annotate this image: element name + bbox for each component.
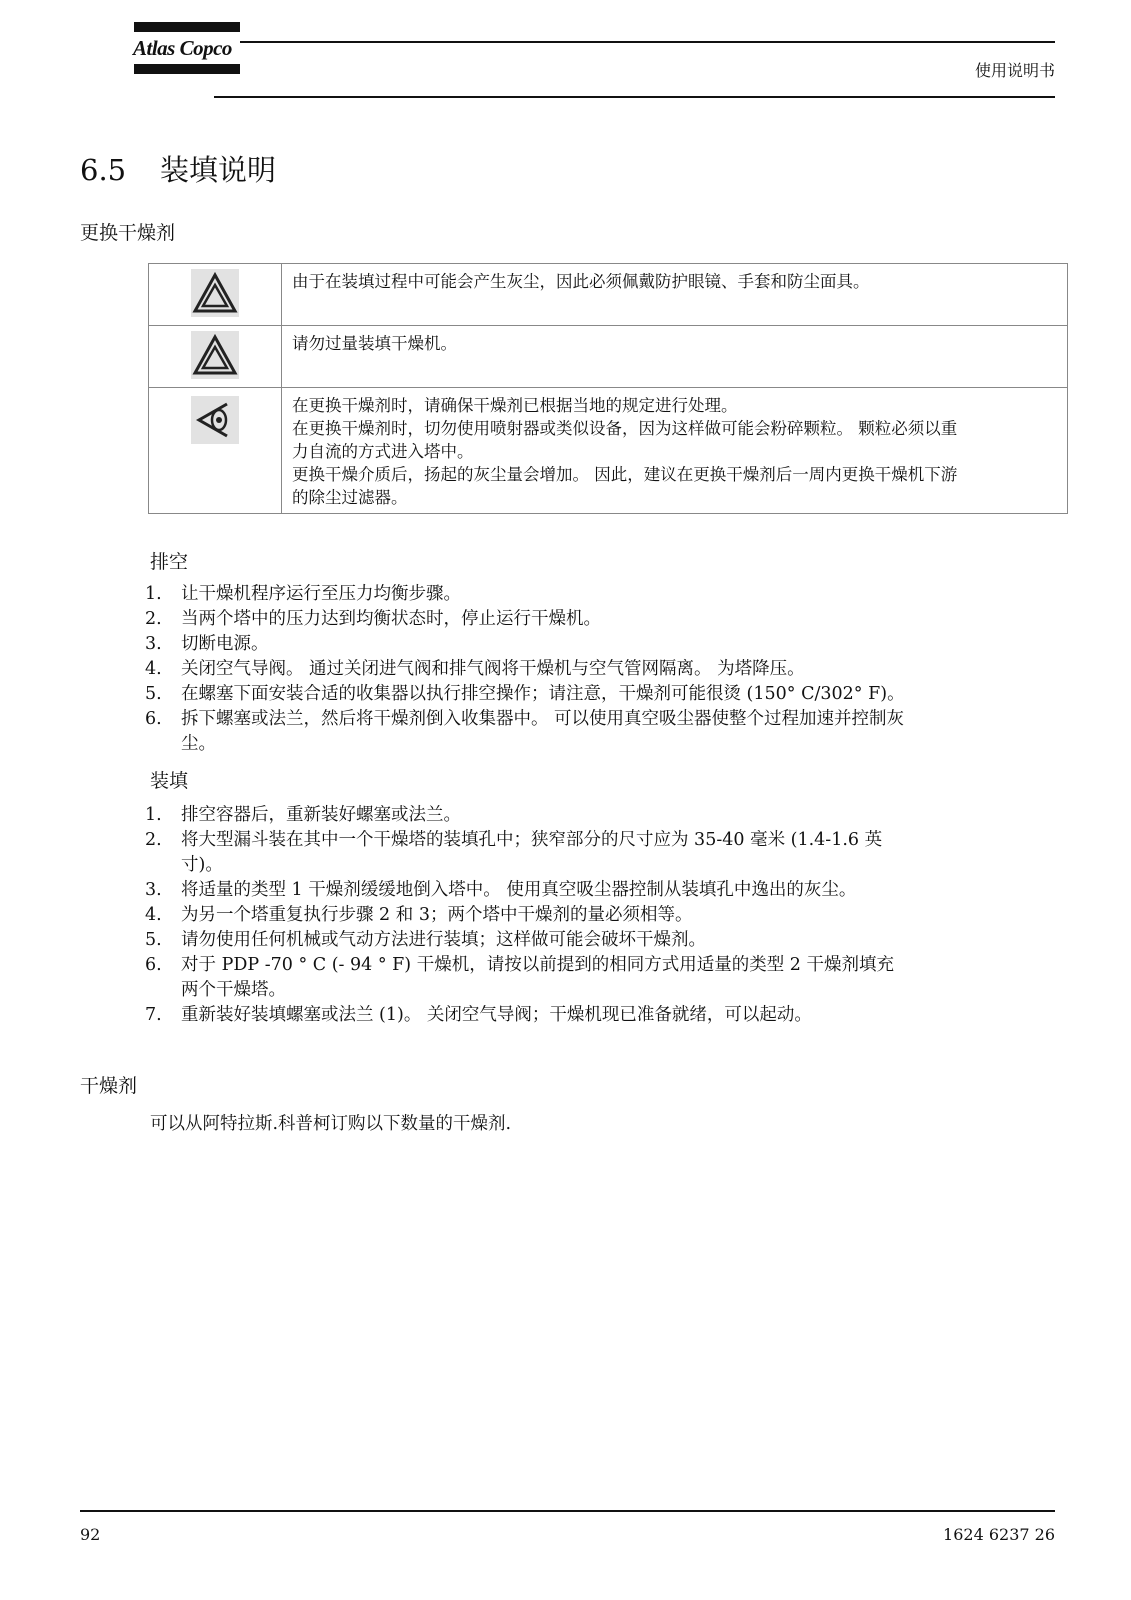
- step-number: 6.: [145, 955, 162, 975]
- notice-line: 由于在装填过程中可能会产生灰尘，因此必须佩戴防护眼镜、手套和防尘面具。: [292, 272, 870, 291]
- step-number: 1.: [145, 584, 162, 604]
- step-line: 两个干燥塔。: [181, 980, 286, 1000]
- step-number: 7.: [145, 1005, 162, 1025]
- step-line: 重新装好装填螺塞或法兰 (1)。 关闭空气导阀；干燥机现已准备就绪，可以起动。: [181, 1005, 812, 1025]
- warning-triangle-icon: [191, 269, 239, 317]
- notice-line: 力自流的方式进入塔中。: [292, 442, 474, 461]
- notice-row: [149, 388, 1068, 514]
- notice-icon-cell: [149, 264, 282, 326]
- empty-steps-list: [145, 582, 1045, 757]
- doc-type-label: 使用说明书: [974, 61, 1055, 80]
- step-line: 在螺塞下面安装合适的收集器以执行排空操作；请注意，干燥剂可能很烫 (150° C/302° F)。: [181, 684, 905, 704]
- replace-heading: 更换干燥剂: [80, 222, 176, 244]
- step-line: 请勿使用任何机械或气动方法进行装填；这样做可能会破坏干燥剂。: [181, 930, 706, 950]
- step-number: 2.: [145, 609, 162, 629]
- list-item: [145, 828, 1045, 878]
- list-item: [145, 657, 1045, 682]
- logo-bar-top: [134, 22, 240, 32]
- section-number: 6.5: [80, 153, 127, 187]
- section-title-text: 装填说明: [160, 153, 277, 187]
- step-line: 排空容器后，重新装好螺塞或法兰。: [181, 805, 461, 825]
- list-item: [145, 607, 1045, 632]
- step-line: 将大型漏斗装在其中一个干燥塔的装填孔中；狭窄部分的尺寸应为 35-40 毫米 (1.4-1.6 英: [181, 830, 883, 850]
- step-line: 拆下螺塞或法兰，然后将干燥剂倒入收集器中。 可以使用真空吸尘器使整个过程加速并控制灰: [181, 709, 905, 729]
- step-line: 当两个塔中的压力达到均衡状态时，停止运行干燥机。: [181, 609, 601, 629]
- notice-icon-cell: [149, 326, 282, 388]
- list-item: [145, 707, 1045, 757]
- notice-text: [282, 264, 1068, 326]
- list-item: [145, 582, 1045, 607]
- header-rule-top: [240, 41, 1055, 43]
- step-line: 将适量的类型 1 干燥剂缓缓地倒入塔中。 使用真空吸尘器控制从装填孔中逸出的灰尘。: [181, 880, 857, 900]
- header-rule-bottom: [214, 96, 1055, 98]
- eye-recycle-icon: [191, 396, 239, 444]
- notice-row: [149, 264, 1068, 326]
- footer-rule: [80, 1510, 1055, 1512]
- page-number: 92: [80, 1525, 101, 1544]
- step-line: 对于 PDP -70 ° C (- 94 ° F) 干燥机，请按以前提到的相同方式用适量的类型 2 干燥剂填充: [181, 955, 894, 975]
- list-item: [145, 928, 1045, 953]
- step-line: 尘。: [181, 734, 216, 754]
- notice-line: 请勿过量装填干燥机。: [292, 334, 457, 353]
- list-item: [145, 953, 1045, 1003]
- notice-line: 在更换干燥剂时，请确保干燥剂已根据当地的规定进行处理。: [292, 396, 738, 415]
- notice-line: 在更换干燥剂时，切勿使用喷射器或类似设备，因为这样做可能会粉碎颗粒。 颗粒必须以重: [292, 419, 958, 438]
- page-title: [80, 148, 276, 189]
- empty-heading: 排空: [150, 551, 189, 573]
- step-number: 1.: [145, 805, 162, 825]
- list-item: [145, 878, 1045, 903]
- doc-number: 1624 6237 26: [943, 1525, 1055, 1544]
- step-number: 5.: [145, 930, 162, 950]
- brand-logo: Atlas Copco: [133, 36, 232, 60]
- notice-line: 的除尘过滤器。: [292, 488, 408, 507]
- safety-notices-table: [148, 263, 1068, 514]
- step-number: 4.: [145, 659, 162, 679]
- list-item: [145, 803, 1045, 828]
- step-line: 寸)。: [181, 855, 223, 875]
- logo-bar-bottom: [134, 64, 240, 74]
- step-number: 4.: [145, 905, 162, 925]
- notice-icon-cell: [149, 388, 282, 514]
- notice-text: [282, 388, 1068, 514]
- step-number: 5.: [145, 684, 162, 704]
- fill-steps-list: [145, 803, 1045, 1028]
- desiccant-text: 可以从阿特拉斯.科普柯订购以下数量的干燥剂.: [150, 1114, 512, 1134]
- desiccant-heading: 干燥剂: [80, 1075, 138, 1097]
- step-line: 切断电源。: [181, 634, 269, 654]
- list-item: [145, 682, 1045, 707]
- step-number: 3.: [145, 634, 162, 654]
- list-item: [145, 632, 1045, 657]
- list-item: [145, 1003, 1045, 1028]
- step-number: 3.: [145, 880, 162, 900]
- notice-text: [282, 326, 1068, 388]
- notice-line: 更换干燥介质后，扬起的灰尘量会增加。 因此，建议在更换干燥剂后一周内更换干燥机下游: [292, 465, 958, 484]
- step-number: 6.: [145, 709, 162, 729]
- step-line: 关闭空气导阀。 通过关闭进气阀和排气阀将干燥机与空气管网隔离。 为塔降压。: [181, 659, 805, 679]
- fill-heading: 装填: [150, 770, 189, 792]
- notice-row: [149, 326, 1068, 388]
- list-item: [145, 903, 1045, 928]
- step-number: 2.: [145, 830, 162, 850]
- warning-triangle-icon: [191, 331, 239, 379]
- step-line: 让干燥机程序运行至压力均衡步骤。: [181, 584, 461, 604]
- step-line: 为另一个塔重复执行步骤 2 和 3；两个塔中干燥剂的量必须相等。: [181, 905, 693, 925]
